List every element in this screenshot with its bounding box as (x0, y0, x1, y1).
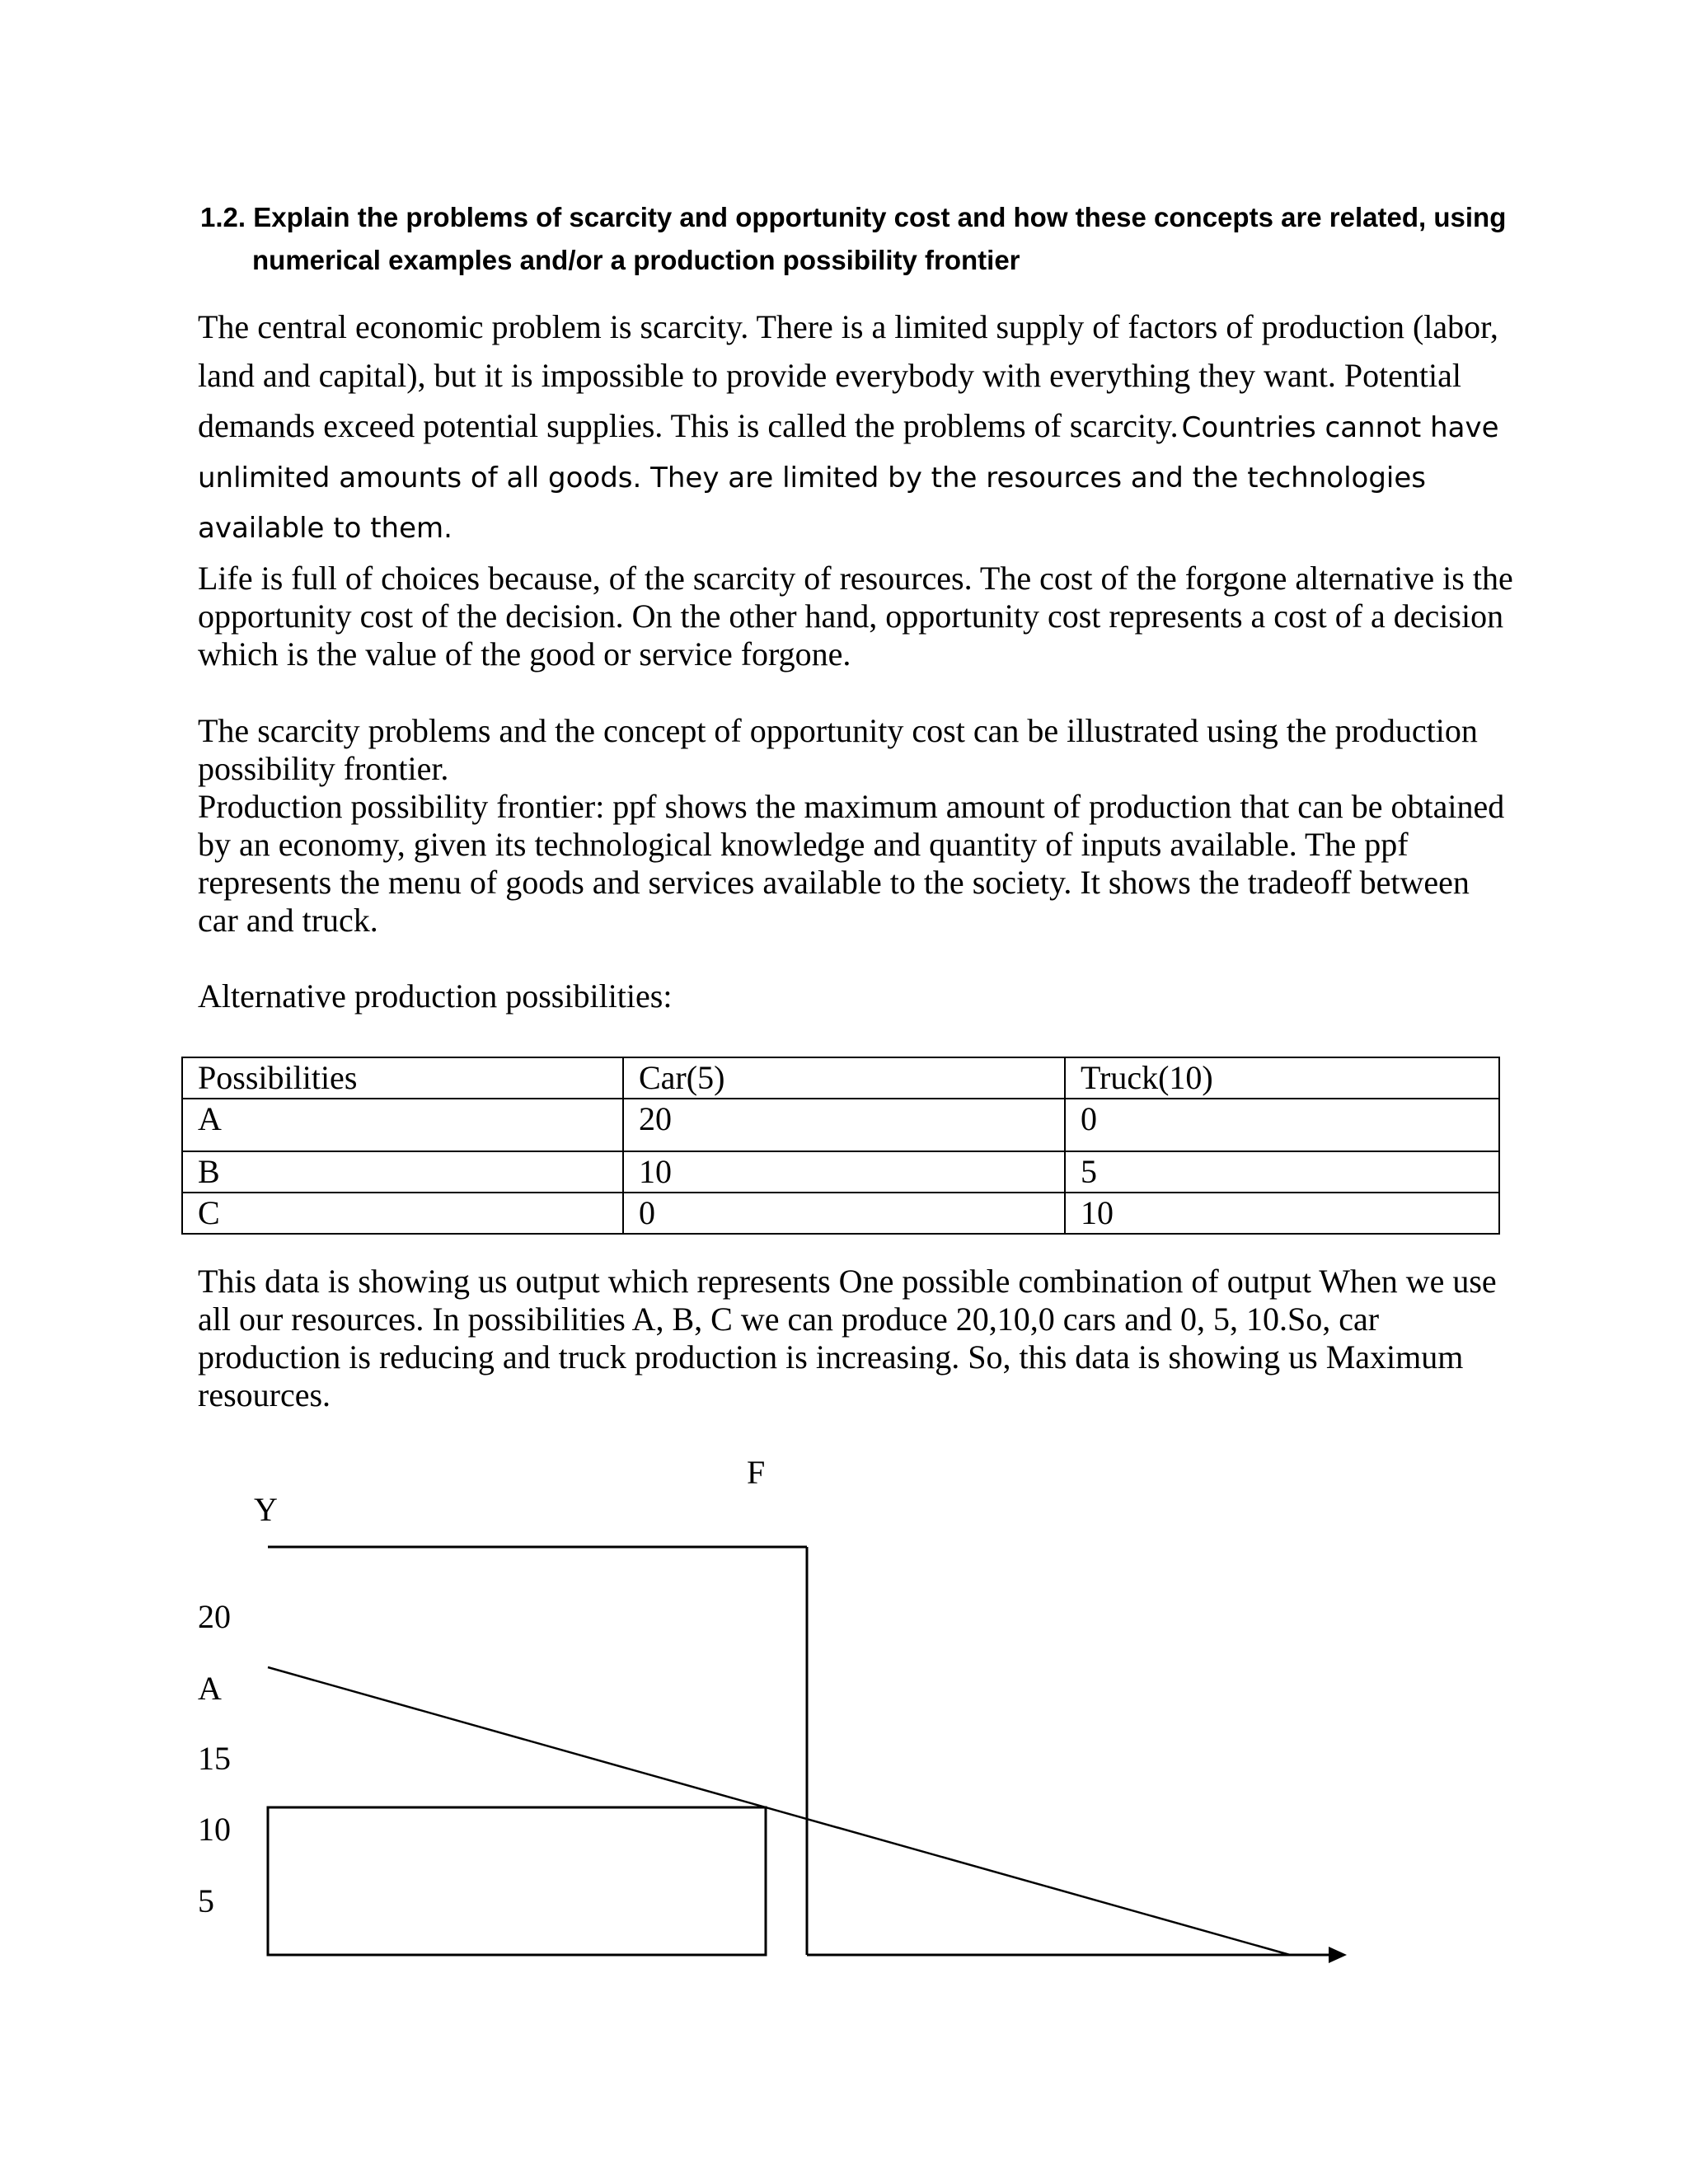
label-y: Y (254, 1491, 278, 1528)
table-row (182, 1099, 1499, 1151)
y-label-15: 15 (198, 1740, 231, 1777)
y-label-20: 20 (198, 1598, 231, 1635)
data-explanation-paragraph: This data is showing us output which represents One possible combination of output When we use all our resources. In possibilities A, B, C we can produce 20,10,0 cars and 0, 5, 10.So, car production is reducing and truck production is increasing. So, this data is showing us Maximum resources. (198, 1263, 1497, 1413)
y-label-10: 10 (198, 1811, 231, 1848)
table-header-cell: Truck(10) (1065, 1057, 1499, 1099)
table-cell: 10 (1065, 1193, 1499, 1234)
scarcity-text-sans: Countries cannot have unlimited amounts of all goods. They are limited by the resources and the technologies available to them. (198, 411, 1499, 545)
table-cell: 0 (623, 1193, 1065, 1234)
scarcity-text-serif: The central economic problem is scarcity. There is a limited supply of factors of production (labor, land and capital), but it is impossible to provide everybody with everything they want. Potential demands exceed potential supplies. This is called the problems of scarcity. (198, 308, 1498, 444)
ppf-line (268, 1667, 1290, 1955)
table-row (182, 1151, 1499, 1193)
y-label-a: A (198, 1670, 222, 1707)
section-heading (200, 196, 1538, 282)
heading-line-1: 1.2. Explain the problems of scarcity and opportunity cost and how these concepts are related, using (200, 202, 1507, 232)
scarcity-paragraph (198, 308, 1517, 556)
table-header-cell: Car(5) (623, 1057, 1065, 1099)
inner-rectangle (268, 1807, 766, 1955)
table-row (182, 1193, 1499, 1234)
heading-line-2: numerical examples and/or a production possibility frontier (252, 245, 1020, 275)
table-cell: 0 (1065, 1099, 1499, 1151)
table-cell: A (182, 1099, 623, 1151)
ppf-definition-paragraph: Production possibility frontier: ppf shows the maximum amount of production that can be obtained by an economy, given its technological knowledge and quantity of inputs available. The ppf represents the menu of goods and services available to the society. It shows the tradeoff between car and truck. (198, 788, 1505, 939)
table-cell: 20 (623, 1099, 1065, 1151)
table-header-cell: Possibilities (182, 1057, 623, 1099)
table-cell: 10 (623, 1151, 1065, 1193)
table-cell: 5 (1065, 1151, 1499, 1193)
table-cell: B (182, 1151, 623, 1193)
possibilities-table (181, 1057, 1500, 1235)
illustrated-paragraph: The scarcity problems and the concept of opportunity cost can be illustrated using the production possibility frontier. (198, 712, 1478, 787)
ppf-diagram (0, 1434, 1688, 1994)
table-header-row (182, 1057, 1499, 1099)
label-f: F (747, 1454, 766, 1491)
table-cell: C (182, 1193, 623, 1234)
y-label-5: 5 (198, 1882, 214, 1919)
alternative-title: Alternative production possibilities: (198, 977, 673, 1015)
choices-paragraph: Life is full of choices because, of the scarcity of resources. The cost of the forgone alternative is the opportunity cost of the decision. On the other hand, opportunity cost represents a cost of a decision which is the value of the good or service forgone. (198, 560, 1513, 673)
x-axis-arrowhead (1329, 1947, 1347, 1963)
